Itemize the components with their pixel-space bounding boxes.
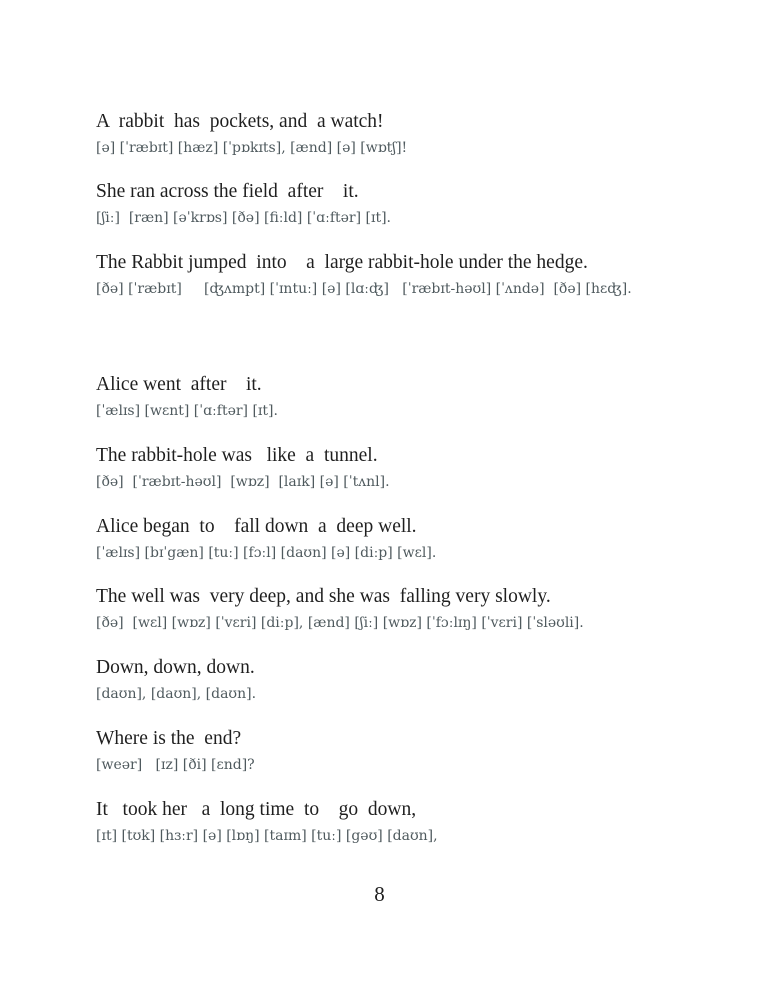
english-sentence: Down, down, down. <box>96 657 255 678</box>
sentence-block <box>96 442 656 495</box>
sentence-block <box>96 796 656 849</box>
sentence-block <box>96 725 656 778</box>
ipa-transcription: [ˈælɪs] [wɛnt] [ˈɑːftər] [ɪt]. <box>96 403 278 419</box>
sentence-block <box>96 178 656 231</box>
page-number: 8 <box>374 882 385 906</box>
ipa-transcription: [ðə] [wɛl] [wɒz] [ˈvɛri] [diːp], [ænd] [ʃiː] [wɒz] [ˈfɔːlɪŋ] [ˈvɛri] [ˈsləʊli]. <box>96 615 584 631</box>
ipa-transcription: [daʊn], [daʊn], [daʊn]. <box>96 686 257 702</box>
sentence-block <box>96 513 656 566</box>
english-sentence: A rabbit has pockets, and a watch! <box>96 111 384 132</box>
english-sentence: It took her a long time to go down, <box>96 799 417 820</box>
ipa-transcription: [ðə] [ˈræbɪt] [ʤʌmpt] [ˈɪntuː] [ə] [lɑːʤ] [ˈræbɪt-həʊl] [ˈʌndə] [ðə] [hɛʤ]. <box>96 281 632 297</box>
sentence-block <box>96 108 656 161</box>
english-sentence: The rabbit-hole was like a tunnel. <box>96 445 378 466</box>
english-sentence: She ran across the field after it. <box>96 181 359 202</box>
english-sentence: Alice went after it. <box>96 374 262 395</box>
sentence-block <box>96 249 656 302</box>
sentence-block <box>96 654 656 707</box>
ipa-transcription: [ˈælɪs] [bɪˈgæn] [tuː] [fɔːl] [daʊn] [ə] [diːp] [wɛl]. <box>96 545 437 561</box>
ipa-transcription: [ðə] [ˈræbɪt-həʊl] [wɒz] [laɪk] [ə] [ˈtʌnl]. <box>96 474 390 490</box>
sentence-block <box>96 371 656 424</box>
ipa-transcription: [ɪt] [tʊk] [hɜːr] [ə] [lɒŋ] [taɪm] [tuː] [gəʊ] [daʊn], <box>96 828 438 844</box>
sentence-block <box>96 583 656 636</box>
ipa-transcription: [weər] [ɪz] [ði] [ɛnd]? <box>96 757 255 773</box>
ipa-transcription: [ʃiː] [ræn] [əˈkrɒs] [ðə] [fiːld] [ˈɑːftər] [ɪt]. <box>96 210 392 226</box>
ipa-transcription: [ə] [ˈræbɪt] [hæz] [ˈpɒkɪts], [ænd] [ə] [wɒtʃ]! <box>96 140 408 156</box>
english-sentence: The Rabbit jumped into a large rabbit-hole under the hedge. <box>96 252 588 273</box>
english-sentence: Where is the end? <box>96 728 242 749</box>
english-sentence: Alice began to fall down a deep well. <box>96 516 417 537</box>
english-sentence: The well was very deep, and she was falling very slowly. <box>96 586 551 607</box>
